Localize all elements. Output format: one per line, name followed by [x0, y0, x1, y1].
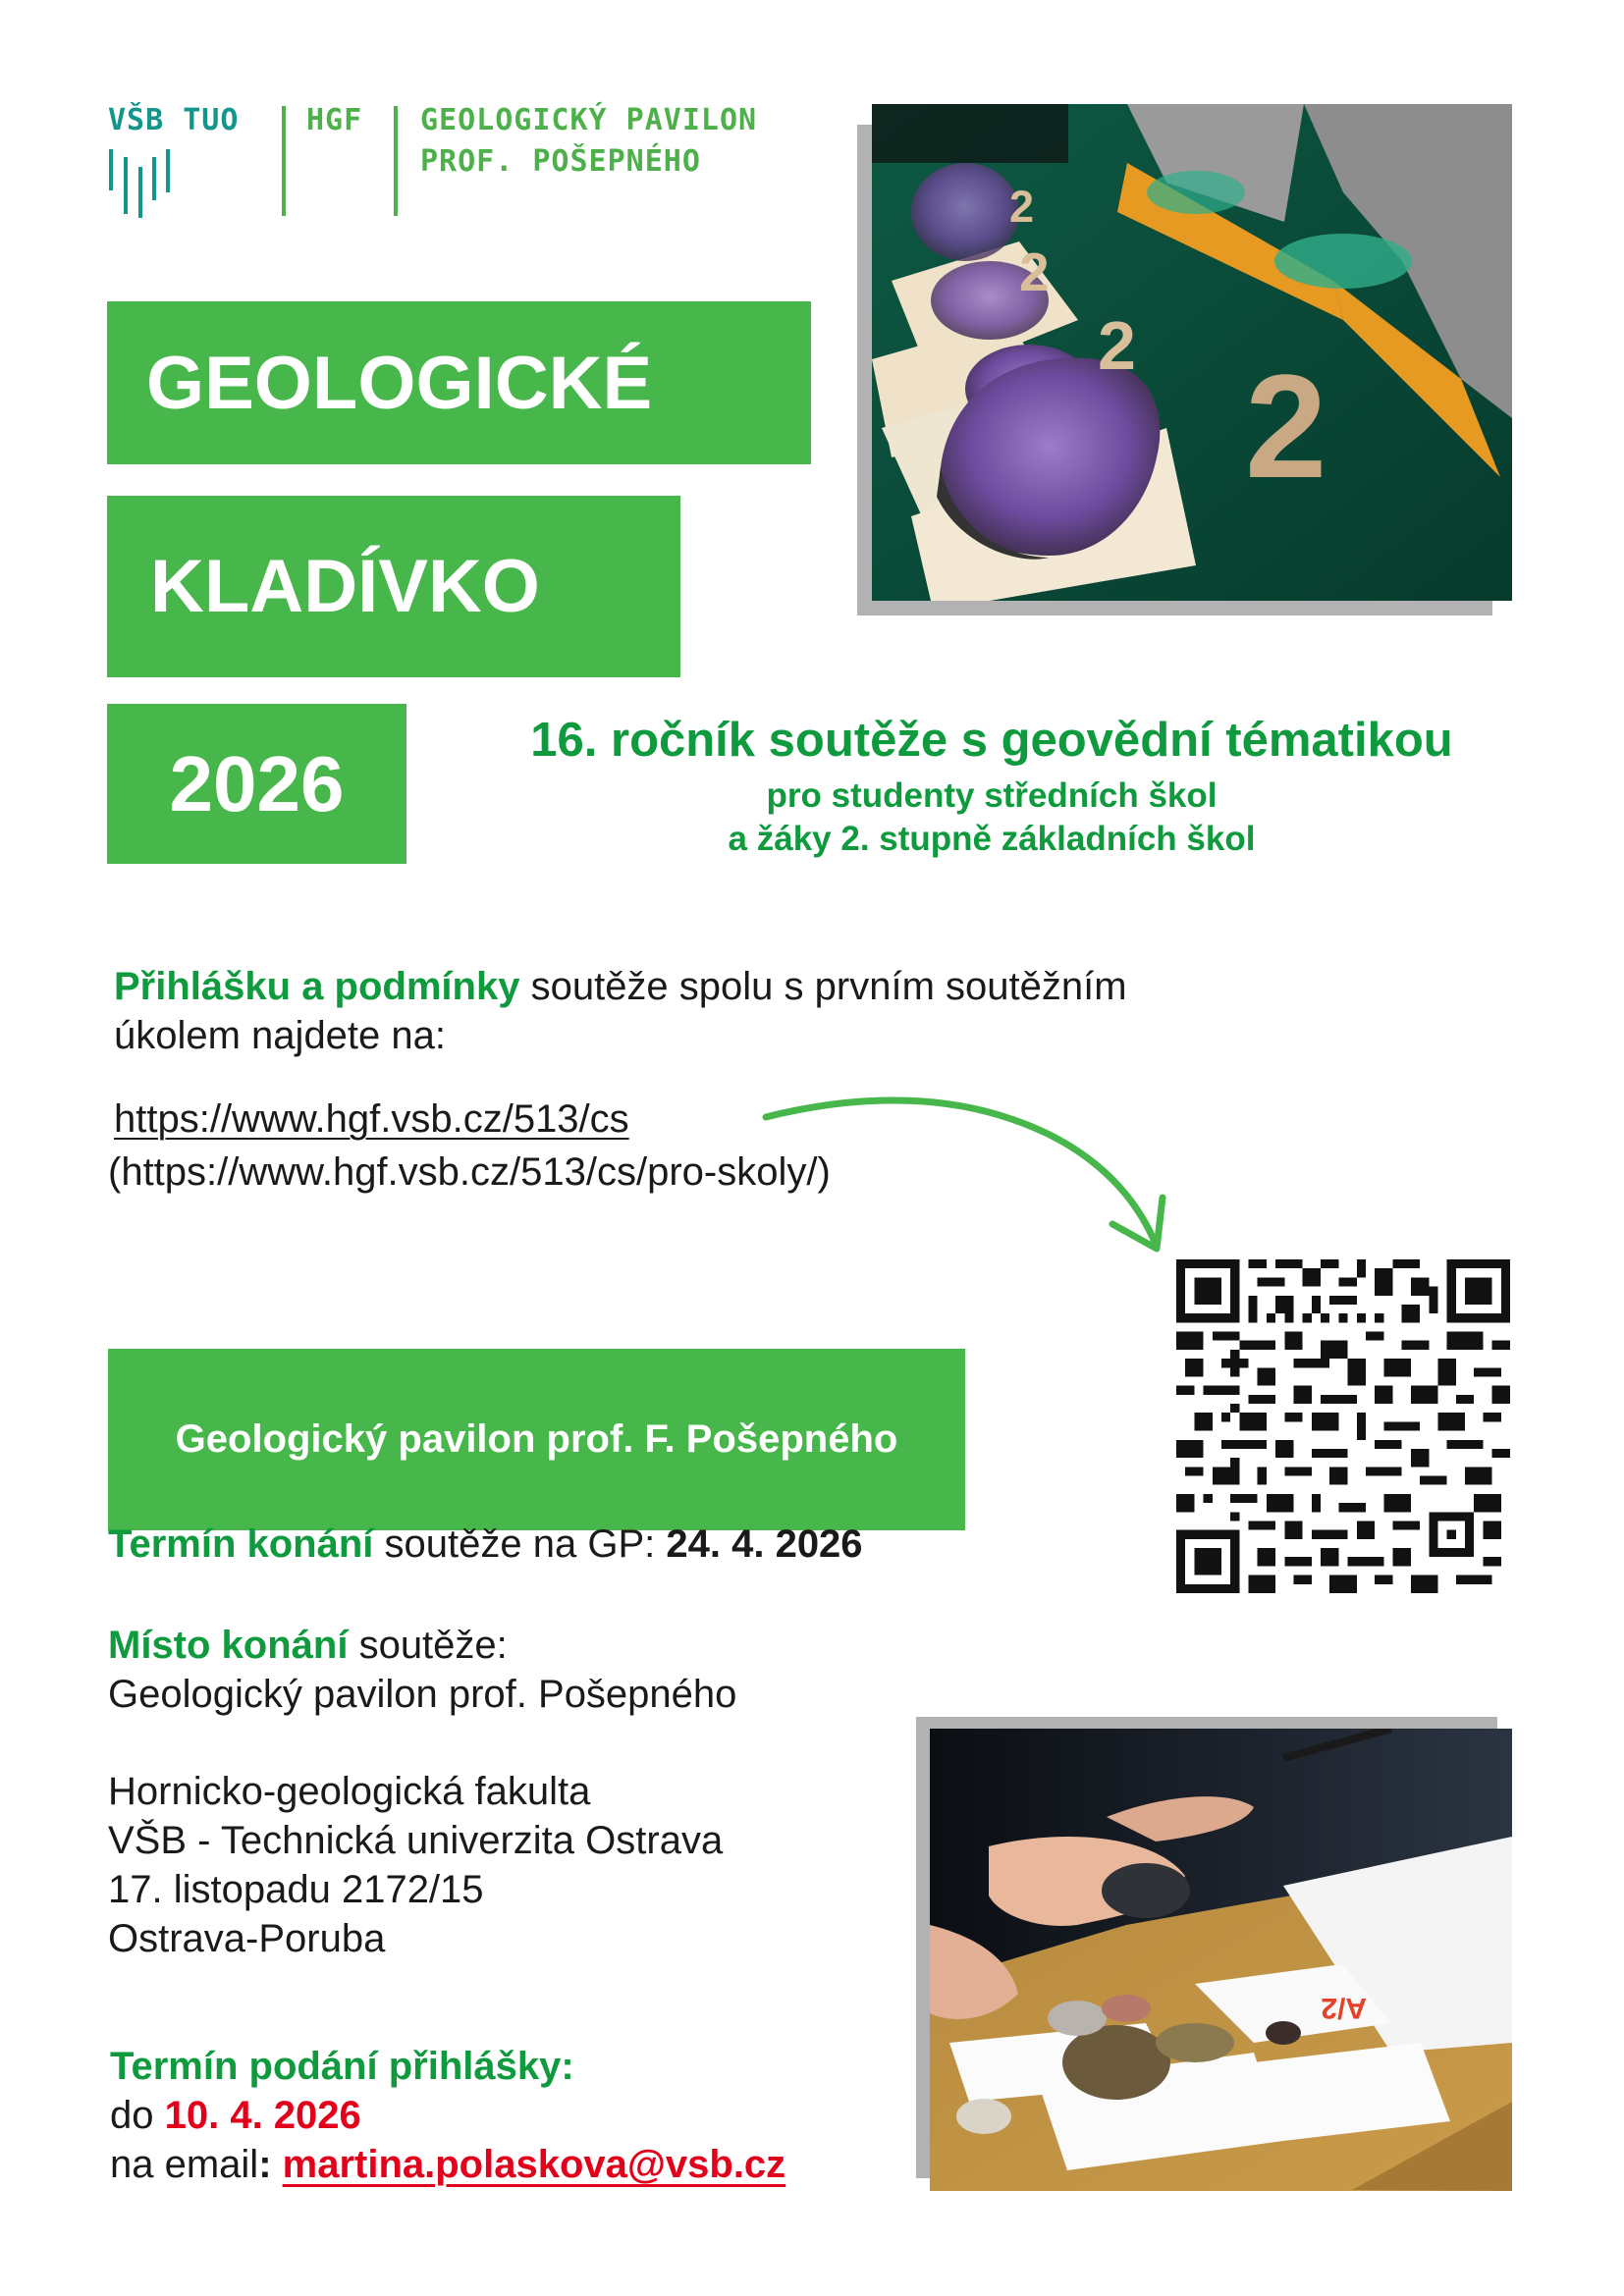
- deadline-date: 10. 4. 2026: [164, 2094, 361, 2137]
- venue-label-text: soutěže:: [348, 1624, 508, 1667]
- svg-text:A/2: A/2: [1321, 1992, 1367, 2024]
- venue-name: Geologický pavilon prof. Pošepného: [108, 1673, 737, 1716]
- title-line1: GEOLOGICKÉ: [146, 341, 653, 425]
- title-line2: KLADÍVKO: [150, 545, 540, 628]
- deadline-email-line: [110, 2140, 785, 2189]
- title-box-line1: [107, 301, 811, 464]
- venue-heading: [108, 1621, 508, 1670]
- competition-link[interactable]: https://www.hgf.vsb.cz/513/cs: [114, 1097, 629, 1141]
- venue-banner: [108, 1349, 965, 1530]
- registration-highlight: Přihlášku a podmínky: [114, 965, 520, 1008]
- deadline-label: Termín podání přihlášky:: [110, 2045, 574, 2088]
- amethyst-trophies-photo: [872, 104, 1512, 601]
- svg-text:2: 2: [1245, 344, 1327, 508]
- address-line: 17. listopadu 2172/15: [108, 1868, 484, 1911]
- email-prefix: na email: [110, 2143, 259, 2186]
- deadline-prefix: do: [110, 2094, 165, 2137]
- address-line: Ostrava-Poruba: [108, 1917, 386, 1960]
- event-date-text: soutěže na GP:: [373, 1522, 667, 1566]
- contact-email-link[interactable]: martina.polaskova@vsb.cz: [282, 2143, 786, 2186]
- title-box-line2: [107, 496, 680, 677]
- event-date-value: 24. 4. 2026: [666, 1522, 863, 1566]
- title-box-year: [107, 704, 406, 864]
- email-colon: :: [258, 2143, 283, 2186]
- deadline-date-line: [110, 2091, 361, 2140]
- logo-faculty: HGF: [306, 103, 363, 137]
- registration-info-line1: [114, 962, 1127, 1011]
- logo-pavilion-line2: PROF. POŠEPNÉHO: [420, 144, 701, 179]
- subtitle-audience-line1: pro studenty středních škol: [766, 776, 1218, 815]
- subtitle-audience-line2: a žáky 2. stupně základních škol: [728, 820, 1256, 858]
- logo-pavilion-line1: GEOLOGICKÝ PAVILON: [420, 103, 758, 137]
- address-line: VŠB - Technická univerzita Ostrava: [108, 1819, 724, 1862]
- competition-link-full: (https://www.hgf.vsb.cz/513/cs/pro-skoly/): [108, 1150, 831, 1194]
- registration-info-line2: úkolem najdete na:: [114, 1014, 447, 1057]
- event-date-line: [108, 1520, 863, 1569]
- logo-university: VŠB TUO: [108, 103, 240, 137]
- address-line: Hornicko-geologická fakulta: [108, 1770, 591, 1813]
- venue-label: Místo konání: [108, 1624, 349, 1667]
- svg-text:2: 2: [1009, 182, 1035, 232]
- svg-text:2: 2: [1019, 241, 1050, 302]
- venue-banner-text: Geologický pavilon prof. F. Pošepného: [175, 1417, 898, 1461]
- subtitle-edition: 16. ročník soutěže s geovědní tématikou: [530, 714, 1453, 767]
- qr-code[interactable]: [1176, 1259, 1510, 1593]
- title-year: 2026: [169, 739, 345, 828]
- logo-divider: [282, 106, 286, 216]
- logo-divider: [394, 106, 398, 216]
- students-identifying-rocks-photo: [930, 1729, 1512, 2191]
- registration-text: soutěže spolu s prvním soutěžním: [519, 965, 1127, 1008]
- svg-text:2: 2: [1098, 307, 1136, 384]
- event-date-label: Termín konání: [108, 1522, 374, 1566]
